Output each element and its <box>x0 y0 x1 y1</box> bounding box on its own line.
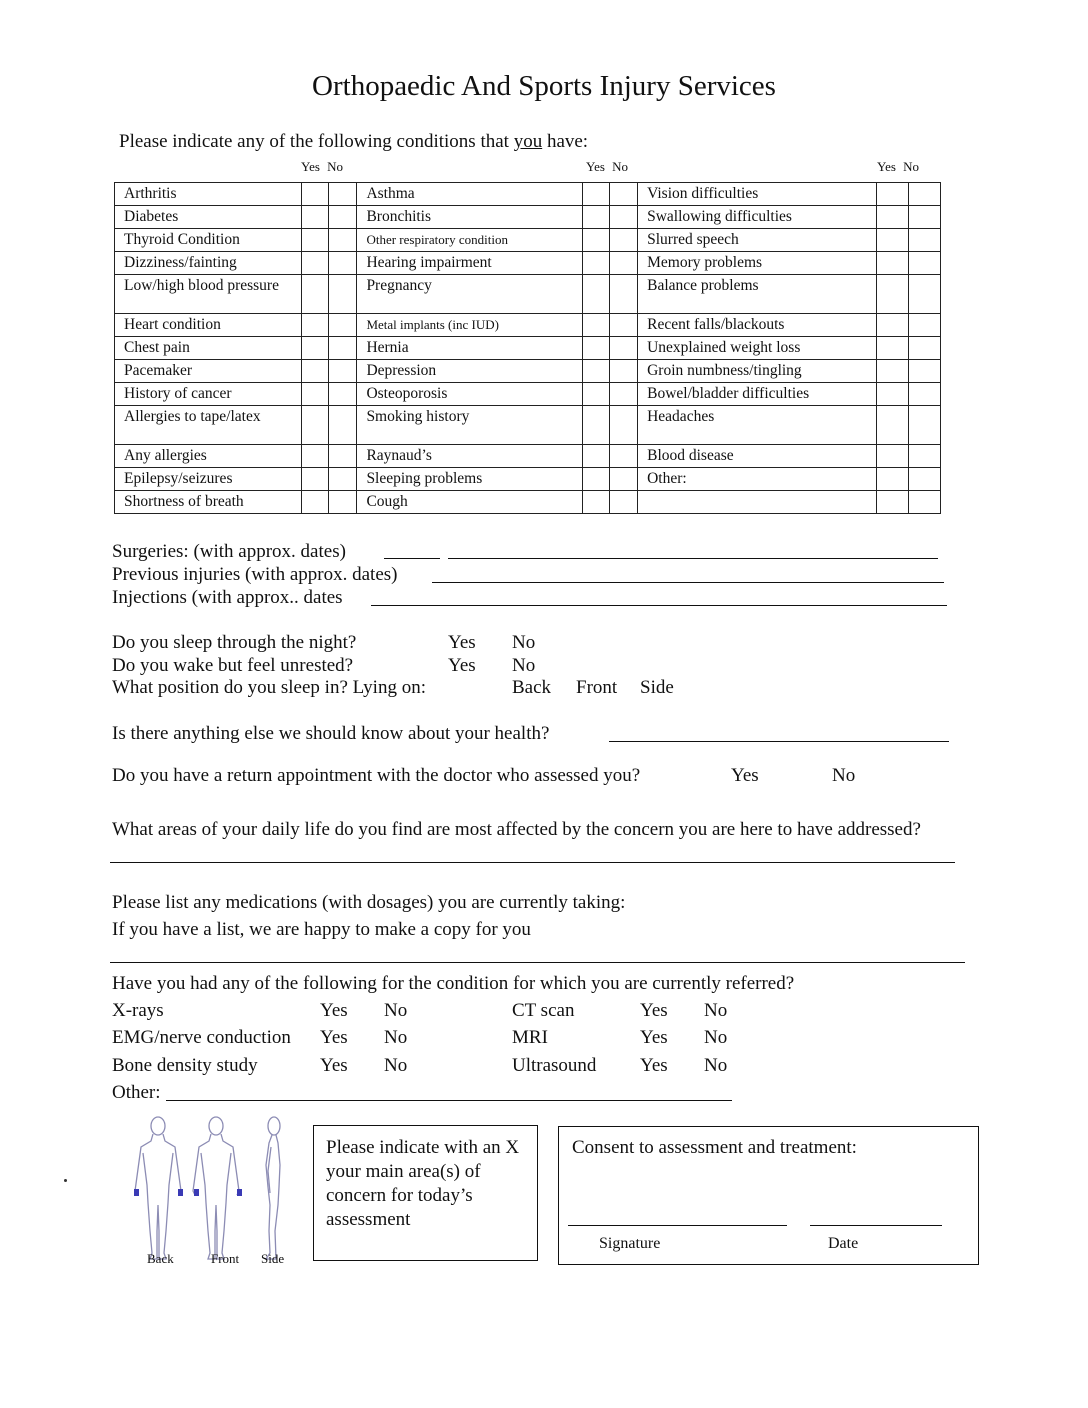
condition-yes-checkbox[interactable] <box>876 252 908 275</box>
ultrasound-no-option[interactable]: No <box>704 1055 728 1076</box>
medications-field[interactable] <box>110 962 965 963</box>
date-field[interactable] <box>810 1225 942 1226</box>
ct-yes-option[interactable]: Yes <box>640 1000 668 1021</box>
condition-row <box>115 314 941 337</box>
mri-no-option[interactable]: No <box>704 1027 728 1048</box>
condition-no-checkbox[interactable] <box>609 468 637 491</box>
condition-yes-checkbox[interactable] <box>876 468 908 491</box>
condition-label: Thyroid Condition <box>115 229 302 252</box>
condition-no-checkbox[interactable] <box>908 383 940 406</box>
condition-yes-checkbox[interactable] <box>582 183 609 206</box>
emg-no-option[interactable]: No <box>384 1027 408 1048</box>
page-title: Orthopaedic And Sports Injury Services <box>312 70 776 102</box>
condition-yes-checkbox[interactable] <box>582 491 609 514</box>
condition-no-checkbox[interactable] <box>908 406 940 445</box>
health-question: Is there anything else we should know about your health? <box>112 723 550 744</box>
condition-label: Vision difficulties <box>638 183 876 206</box>
consent-box <box>558 1126 979 1265</box>
condition-label: Headaches <box>638 406 876 445</box>
condition-yes-checkbox[interactable] <box>302 229 329 252</box>
condition-no-checkbox[interactable] <box>329 337 357 360</box>
daily-life-question: What areas of your daily life do you find are most affected by the concern you are here to have addressed? <box>112 819 921 840</box>
sleep-yes-option[interactable]: Yes <box>448 632 476 653</box>
condition-label: Metal implants (inc IUD) <box>357 314 582 337</box>
condition-label: Chest pain <box>115 337 302 360</box>
health-field[interactable] <box>609 741 949 742</box>
condition-label: Any allergies <box>115 445 302 468</box>
bone-density-no-option[interactable]: No <box>384 1055 408 1076</box>
yes-no-header: Yes No <box>586 159 629 174</box>
front-label: Front <box>211 1251 240 1266</box>
test-label: EMG/nerve conduction <box>112 1027 291 1048</box>
condition-no-checkbox[interactable] <box>609 229 637 252</box>
position-side-option[interactable]: Side <box>640 677 674 698</box>
other-tests-label: Other: <box>112 1082 161 1103</box>
condition-row <box>115 275 941 314</box>
condition-label: Hernia <box>357 337 582 360</box>
condition-yes-checkbox[interactable] <box>876 337 908 360</box>
condition-no-checkbox[interactable] <box>609 360 637 383</box>
condition-label: Depression <box>357 360 582 383</box>
condition-no-checkbox[interactable] <box>329 383 357 406</box>
condition-yes-checkbox[interactable] <box>876 183 908 206</box>
condition-no-checkbox[interactable] <box>609 252 637 275</box>
condition-no-checkbox[interactable] <box>908 360 940 383</box>
return-appointment-question: Do you have a return appointment with the doctor who assessed you? <box>112 765 641 786</box>
test-label: X-rays <box>112 1000 164 1021</box>
condition-label: Slurred speech <box>638 229 876 252</box>
front-figure-icon <box>193 1117 239 1259</box>
date-label: Date <box>828 1235 859 1252</box>
condition-row <box>115 383 941 406</box>
condition-no-checkbox[interactable] <box>329 252 357 275</box>
ultrasound-yes-option[interactable]: Yes <box>640 1055 668 1076</box>
condition-row <box>115 468 941 491</box>
condition-no-checkbox[interactable] <box>908 183 940 206</box>
condition-yes-checkbox[interactable] <box>876 360 908 383</box>
condition-no-checkbox[interactable] <box>908 491 940 514</box>
condition-no-checkbox[interactable] <box>609 445 637 468</box>
condition-label: Other: <box>638 468 876 491</box>
condition-yes-checkbox[interactable] <box>302 383 329 406</box>
condition-no-checkbox[interactable] <box>908 314 940 337</box>
condition-no-checkbox[interactable] <box>329 229 357 252</box>
signature-label: Signature <box>599 1235 661 1252</box>
condition-no-checkbox[interactable] <box>329 468 357 491</box>
condition-row <box>115 229 941 252</box>
condition-no-checkbox[interactable] <box>609 275 637 314</box>
condition-yes-checkbox[interactable] <box>582 252 609 275</box>
condition-label: Osteoporosis <box>357 383 582 406</box>
condition-label: History of cancer <box>115 383 302 406</box>
condition-no-checkbox[interactable] <box>329 445 357 468</box>
condition-yes-checkbox[interactable] <box>302 337 329 360</box>
condition-label: Unexplained weight loss <box>638 337 876 360</box>
other-tests-field[interactable] <box>166 1100 732 1101</box>
condition-yes-checkbox[interactable] <box>582 468 609 491</box>
test-label: Ultrasound <box>512 1055 597 1076</box>
condition-row <box>115 406 941 445</box>
surgeries-field-cont[interactable] <box>448 558 938 559</box>
test-label: MRI <box>512 1027 548 1048</box>
condition-yes-checkbox[interactable] <box>876 445 908 468</box>
condition-yes-checkbox[interactable] <box>876 491 908 514</box>
side-label: Side <box>261 1251 285 1266</box>
return-no-option[interactable]: No <box>832 765 856 786</box>
condition-yes-checkbox[interactable] <box>582 337 609 360</box>
position-back-option[interactable]: Back <box>512 677 552 698</box>
condition-row <box>115 183 941 206</box>
condition-yes-checkbox[interactable] <box>582 229 609 252</box>
condition-label: Hearing impairment <box>357 252 582 275</box>
xray-yes-option[interactable]: Yes <box>320 1000 348 1021</box>
emg-yes-option[interactable]: Yes <box>320 1027 348 1048</box>
test-label: Bone density study <box>112 1055 258 1076</box>
mri-yes-option[interactable]: Yes <box>640 1027 668 1048</box>
condition-label: Balance problems <box>638 275 876 314</box>
condition-label: Diabetes <box>115 206 302 229</box>
area-of-concern-box: Please indicate with an X your main area(s) of concern for today’s assessment <box>313 1125 538 1261</box>
return-yes-option[interactable]: Yes <box>731 765 759 786</box>
conditions-instruction: Please indicate any of the following conditions that you have: <box>119 131 589 152</box>
condition-label: Asthma <box>357 183 582 206</box>
sleep-no-option[interactable]: No <box>512 632 536 653</box>
unrested-yes-option[interactable]: Yes <box>448 655 476 676</box>
condition-no-checkbox[interactable] <box>908 252 940 275</box>
condition-yes-checkbox[interactable] <box>582 445 609 468</box>
condition-row <box>115 445 941 468</box>
xray-no-option[interactable]: No <box>384 1000 408 1021</box>
condition-yes-checkbox[interactable] <box>302 406 329 445</box>
condition-row <box>115 206 941 229</box>
condition-no-checkbox[interactable] <box>908 275 940 314</box>
injections-label: Injections (with approx.. dates <box>112 587 343 608</box>
condition-no-checkbox[interactable] <box>908 468 940 491</box>
injuries-label: Previous injuries (with approx. dates) <box>112 564 398 585</box>
condition-label: Swallowing difficulties <box>638 206 876 229</box>
condition-no-checkbox[interactable] <box>609 314 637 337</box>
unrested-no-option[interactable]: No <box>512 655 536 676</box>
condition-label: Recent falls/blackouts <box>638 314 876 337</box>
unrested-question: Do you wake but feel unrested? <box>112 655 354 676</box>
condition-yes-checkbox[interactable] <box>582 406 609 445</box>
condition-yes-checkbox[interactable] <box>876 206 908 229</box>
condition-label: Sleeping problems <box>357 468 582 491</box>
condition-yes-checkbox[interactable] <box>876 275 908 314</box>
sleep-question: Do you sleep through the night? <box>112 632 357 653</box>
condition-yes-checkbox[interactable] <box>876 406 908 445</box>
condition-no-checkbox[interactable] <box>609 406 637 445</box>
injuries-field[interactable] <box>432 582 944 583</box>
condition-yes-checkbox[interactable] <box>302 314 329 337</box>
condition-label: Dizziness/fainting <box>115 252 302 275</box>
back-figure-icon <box>135 1117 181 1259</box>
condition-yes-checkbox[interactable] <box>302 468 329 491</box>
condition-yes-checkbox[interactable] <box>582 275 609 314</box>
condition-no-checkbox[interactable] <box>908 337 940 360</box>
condition-no-checkbox[interactable] <box>329 183 357 206</box>
test-label: CT scan <box>512 1000 575 1021</box>
condition-yes-checkbox[interactable] <box>302 491 329 514</box>
injections-field[interactable] <box>371 605 947 606</box>
condition-label: Allergies to tape/latex <box>115 406 302 445</box>
condition-no-checkbox[interactable] <box>329 314 357 337</box>
tests-question: Have you had any of the following for the condition for which you are currently referred? <box>112 973 795 994</box>
side-figure-icon <box>266 1117 280 1259</box>
condition-no-checkbox[interactable] <box>609 183 637 206</box>
yes-no-header: Yes No <box>877 159 920 174</box>
condition-no-checkbox[interactable] <box>908 445 940 468</box>
condition-yes-checkbox[interactable] <box>302 206 329 229</box>
condition-no-checkbox[interactable] <box>329 491 357 514</box>
condition-no-checkbox[interactable] <box>329 360 357 383</box>
medications-note: If you have a list, we are happy to make a copy for you <box>112 919 531 940</box>
condition-label: Low/high blood pressure <box>115 275 302 314</box>
condition-yes-checkbox[interactable] <box>582 314 609 337</box>
daily-life-field[interactable] <box>110 862 955 863</box>
condition-label <box>638 491 876 514</box>
stray-mark <box>64 1179 67 1182</box>
ct-no-option[interactable]: No <box>704 1000 728 1021</box>
body-diagram[interactable] <box>130 1113 300 1268</box>
condition-no-checkbox[interactable] <box>908 229 940 252</box>
condition-label: Smoking history <box>357 406 582 445</box>
surgeries-field[interactable] <box>384 558 440 559</box>
position-front-option[interactable]: Front <box>576 677 618 698</box>
condition-label: Heart condition <box>115 314 302 337</box>
condition-no-checkbox[interactable] <box>329 275 357 314</box>
condition-no-checkbox[interactable] <box>329 406 357 445</box>
condition-label: Epilepsy/seizures <box>115 468 302 491</box>
condition-no-checkbox[interactable] <box>609 206 637 229</box>
condition-no-checkbox[interactable] <box>609 383 637 406</box>
condition-label: Memory problems <box>638 252 876 275</box>
conditions-table <box>114 182 941 514</box>
condition-yes-checkbox[interactable] <box>582 383 609 406</box>
sleep-position-question: What position do you sleep in? Lying on: <box>112 677 426 698</box>
condition-label: Shortness of breath <box>115 491 302 514</box>
condition-yes-checkbox[interactable] <box>876 314 908 337</box>
signature-field[interactable] <box>568 1225 787 1226</box>
condition-yes-checkbox[interactable] <box>302 252 329 275</box>
condition-yes-checkbox[interactable] <box>876 229 908 252</box>
condition-row <box>115 360 941 383</box>
condition-yes-checkbox[interactable] <box>876 383 908 406</box>
condition-label: Groin numbness/tingling <box>638 360 876 383</box>
condition-no-checkbox[interactable] <box>609 337 637 360</box>
condition-label: Pacemaker <box>115 360 302 383</box>
condition-row <box>115 252 941 275</box>
condition-yes-checkbox[interactable] <box>302 360 329 383</box>
condition-label: Blood disease <box>638 445 876 468</box>
condition-no-checkbox[interactable] <box>609 491 637 514</box>
condition-row <box>115 337 941 360</box>
condition-no-checkbox[interactable] <box>329 206 357 229</box>
medications-instruction: Please list any medications (with dosages) you are currently taking: <box>112 892 626 913</box>
condition-yes-checkbox[interactable] <box>582 206 609 229</box>
condition-label: Arthritis <box>115 183 302 206</box>
condition-yes-checkbox[interactable] <box>302 183 329 206</box>
condition-label: Bronchitis <box>357 206 582 229</box>
condition-no-checkbox[interactable] <box>908 206 940 229</box>
condition-label: Cough <box>357 491 582 514</box>
yes-no-header: Yes No <box>301 159 344 174</box>
consent-heading: Consent to assessment and treatment: <box>572 1137 857 1158</box>
condition-row <box>115 491 941 514</box>
condition-label: Pregnancy <box>357 275 582 314</box>
condition-label: Other respiratory condition <box>357 229 582 252</box>
condition-label: Raynaud’s <box>357 445 582 468</box>
condition-label: Bowel/bladder difficulties <box>638 383 876 406</box>
condition-yes-checkbox[interactable] <box>302 275 329 314</box>
condition-yes-checkbox[interactable] <box>302 445 329 468</box>
condition-yes-checkbox[interactable] <box>582 360 609 383</box>
surgeries-label: Surgeries: (with approx. dates) <box>112 541 346 562</box>
bone-density-yes-option[interactable]: Yes <box>320 1055 348 1076</box>
back-label: Back <box>147 1251 174 1266</box>
